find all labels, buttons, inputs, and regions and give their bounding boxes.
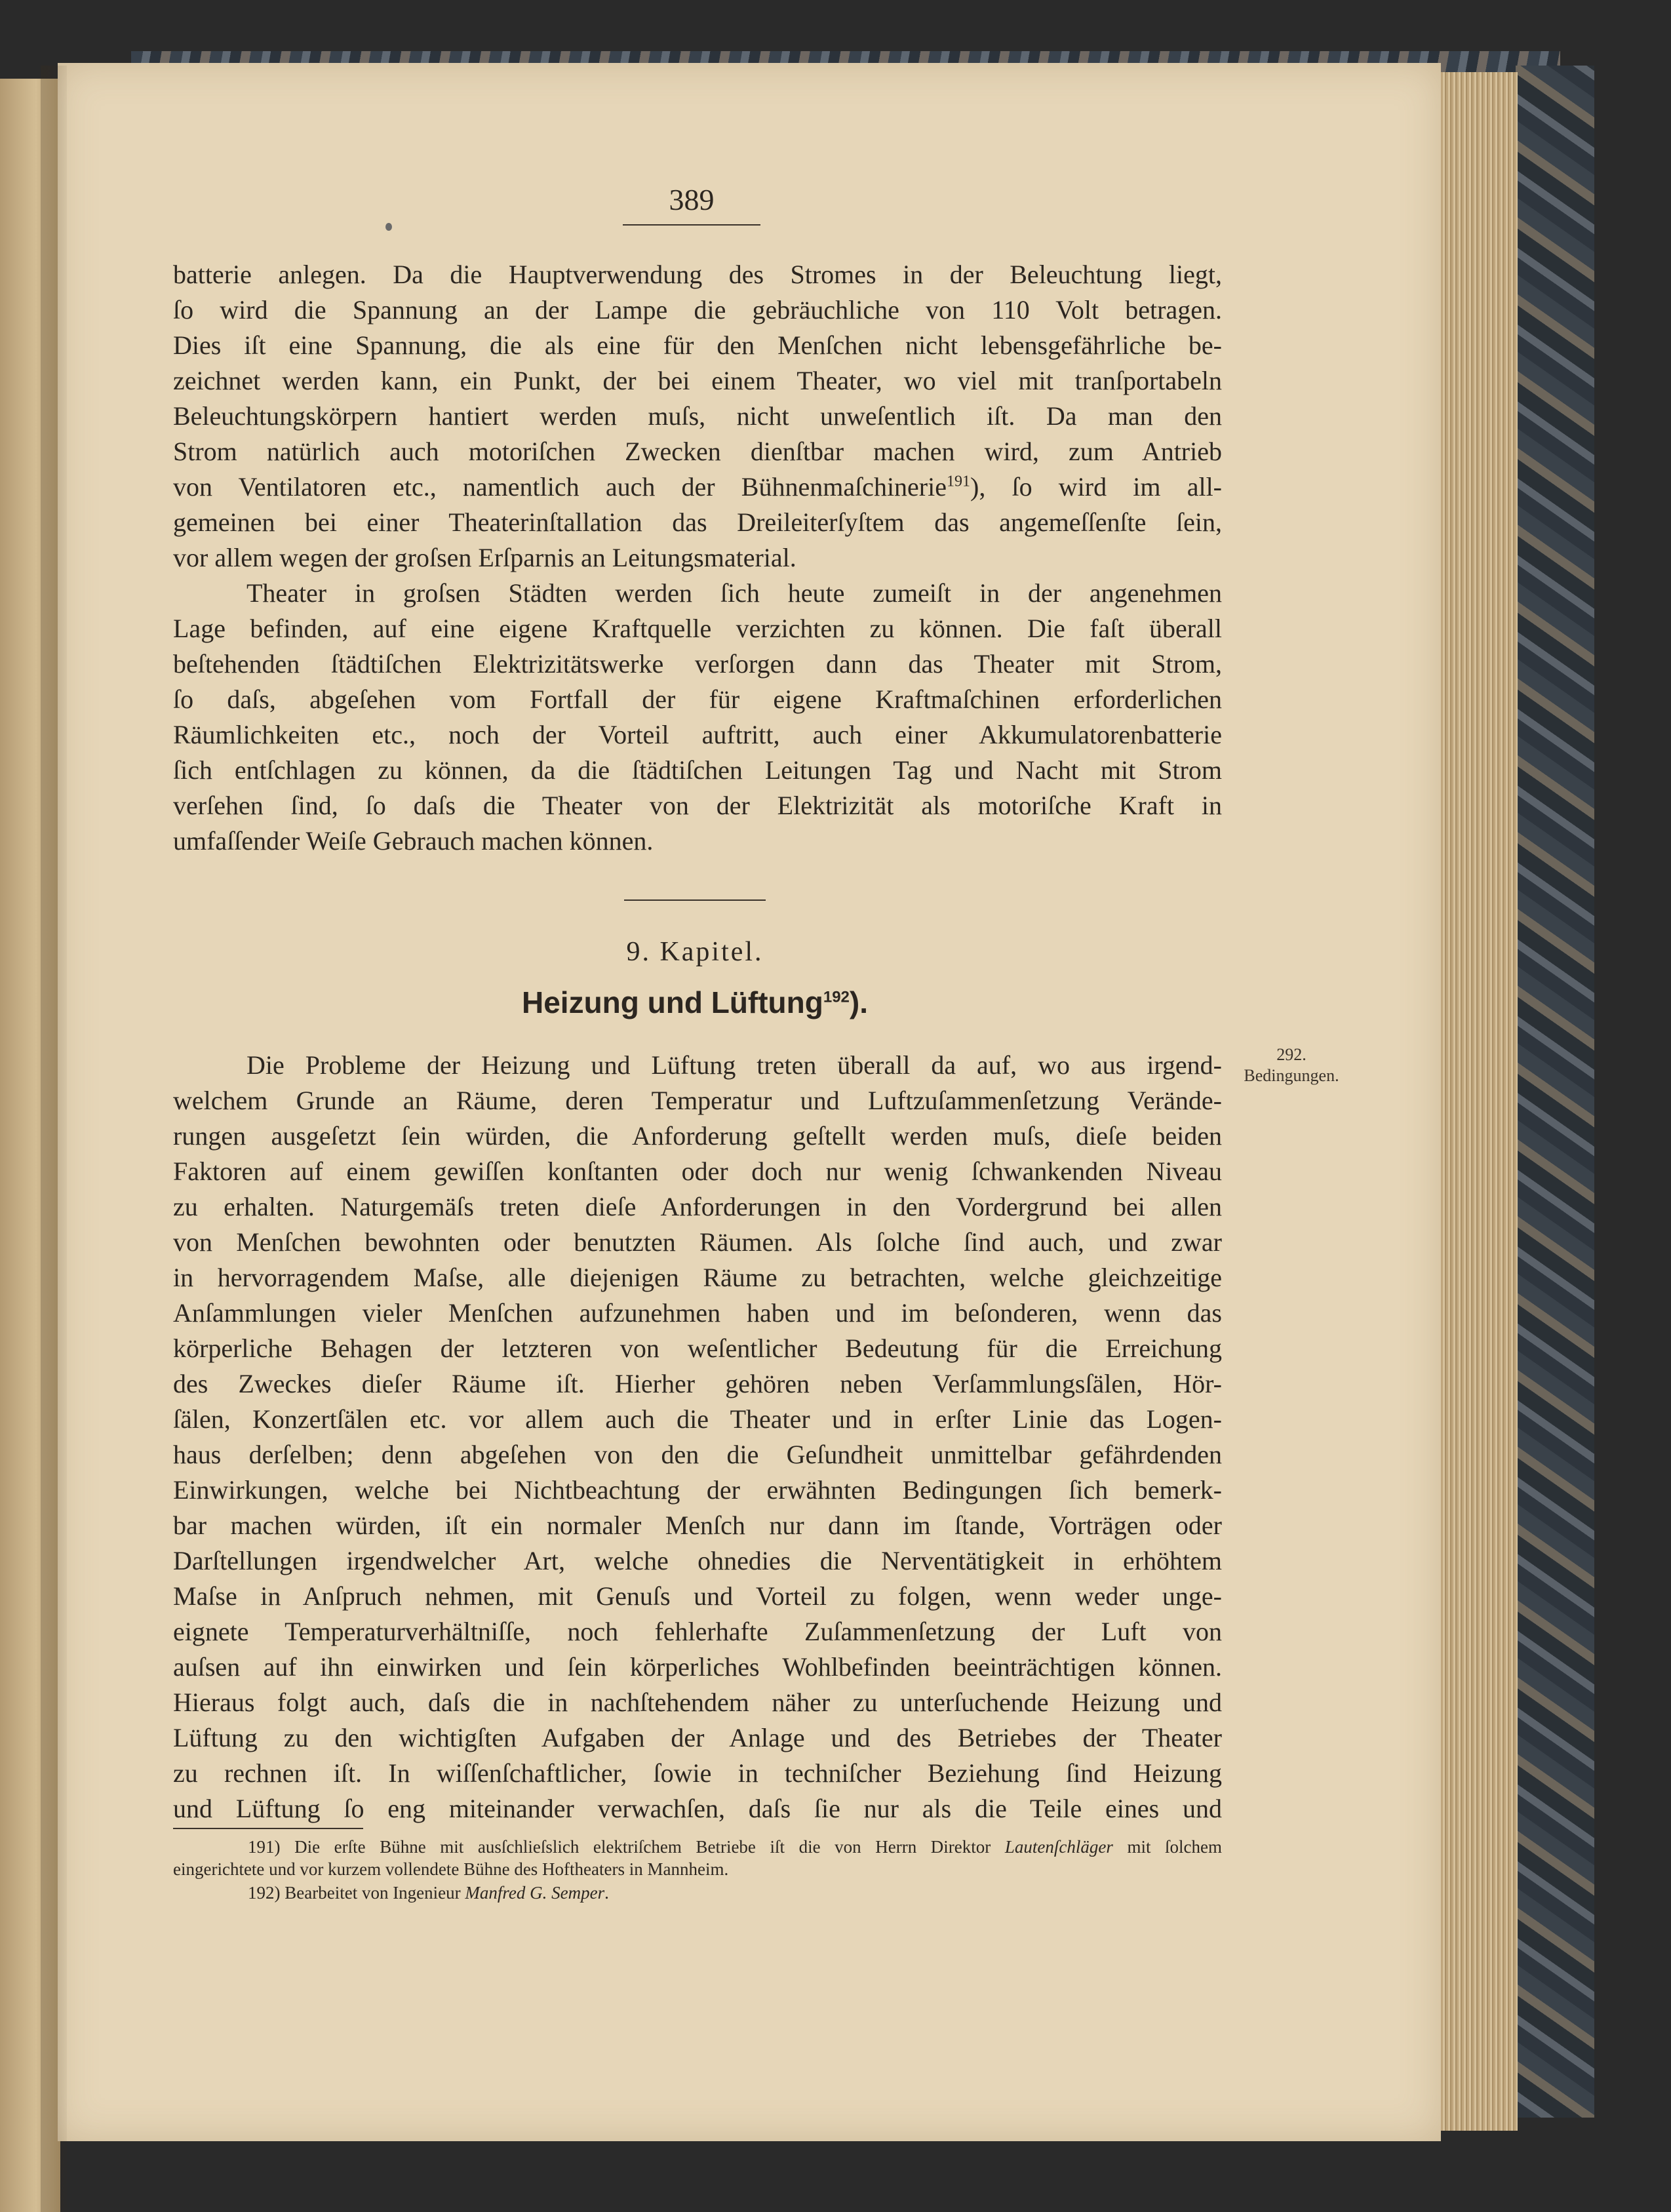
text-line: haus derſelben; denn abgeſehen von den die Geſundheit unmittelbar gefährdenden	[173, 1440, 1222, 1469]
footnote-text: Die erſte Bühne mit ausſchlieſslich elektriſchem Betriebe iſt die von Herrn Direktor	[294, 1837, 991, 1857]
text-line-part: von Ventilatoren etc., namentlich auch der Bühnenmaſchinerie	[173, 472, 947, 502]
text-line: Lage befinden, auf eine eigene Kraftquelle verzichten zu können. Die faſt überall	[173, 614, 1222, 643]
text-line: gemeinen bei einer Theaterinſtallation das Dreileiterſyſtem das angemeſſenſte ſein,	[173, 507, 1222, 537]
footnote-number: 191)	[248, 1837, 281, 1857]
text-line: des Zweckes dieſer Räume iſt. Hierher gehören neben Verſammlungsſälen, Hör-	[173, 1369, 1222, 1398]
text-line: zu rechnen iſt. In wiſſenſchaftlicher, ſowie in techniſcher Beziehung ſind Heizung	[173, 1758, 1222, 1788]
footnote-number: 192)	[248, 1883, 281, 1903]
text-line: eignete Temperaturverhältniſſe, noch fehlerhafte Zuſammenſetzung der Luft von	[173, 1617, 1222, 1646]
margin-note-label: Bedingungen.	[1244, 1066, 1339, 1085]
chapter-title	[367, 985, 1023, 1020]
footnote-192-line	[248, 1882, 1222, 1904]
text-line: Darſtellungen irgendwelcher Art, welche ohnedies die Nerventätigkeit in erhöhtem	[173, 1546, 1222, 1575]
margin-note-number: 292.	[1276, 1045, 1307, 1064]
ink-spot	[385, 223, 392, 231]
text-line: Räumlichkeiten etc., noch der Vorteil auftritt, auch einer Akkumulatorenbatterie	[173, 720, 1222, 749]
chapter-title-tail: ).	[849, 985, 869, 1019]
text-line: in hervorragendem Maſse, alle diejenigen Räume zu betrachten, welche gleichzeitige	[173, 1263, 1222, 1292]
footnote-text: Bearbeitet von Ingenieur	[285, 1883, 461, 1903]
text-line: ſo daſs, abgeſehen vom Fortfall der für eigene Kraftmaſchinen erforderlichen	[173, 684, 1222, 714]
text-line: Strom natürlich auch motoriſchen Zwecken dienſtbar machen wird, zum Antrieb	[173, 437, 1222, 466]
footnote-191-line	[248, 1836, 1222, 1858]
text-line: Beleuchtungskörpern hantiert werden muſs, nicht unweſentlich iſt. Da man den	[173, 401, 1222, 431]
text-line: zeichnet werden kann, ein Punkt, der bei einem Theater, wo viel mit tranſportabeln	[173, 366, 1222, 395]
text-line: Lüftung zu den wichtigſten Aufgaben der Anlage und des Betriebes der Theater	[173, 1723, 1222, 1752]
footnote-name: Lautenſchläger	[1004, 1837, 1113, 1857]
text-line: und Lüftung ſo eng miteinander verwachſen, daſs ſie nur als die Teile eines und	[173, 1794, 1222, 1823]
text-line: zu erhalten. Naturgemäſs treten dieſe Anforderungen in den Vordergrund bei allen	[173, 1192, 1222, 1221]
text-line: Dies iſt eine Spannung, die als eine für den Menſchen nicht lebensgefährliche be-	[173, 330, 1222, 360]
text-line: Die Probleme der Heizung und Lüftung treten überall da auf, wo aus irgend-	[246, 1050, 1222, 1080]
text-line: umfaſſender Weiſe Gebrauch machen können.	[173, 826, 654, 856]
text-line: ſich entſchlagen zu können, da die ſtädtiſchen Leitungen Tag und Nacht mit Strom	[173, 755, 1222, 785]
text-line: beſtehenden ſtädtiſchen Elektrizitätswerke verſorgen dann das Theater mit Strom,	[173, 649, 1222, 679]
text-line: Maſse in Anſpruch nehmen, mit Genuſs und Vorteil zu folgen, wenn weder unge-	[173, 1581, 1222, 1611]
text-line: auſsen auf ihn einwirken und ſein körperliches Wohlbefinden beeinträchtigen können.	[173, 1652, 1222, 1682]
text-line: Anſammlungen vieler Menſchen aufzunehmen haben und im beſonderen, wenn das	[173, 1298, 1222, 1328]
chapter-title-text: Heizung und Lüftung	[521, 985, 823, 1019]
text-line: von Menſchen bewohnten oder benutzten Räumen. Als ſolche ſind auch, und zwar	[173, 1227, 1222, 1257]
text-line: batterie anlegen. Da die Hauptverwendung des Stromes in der Beleuchtung liegt,	[173, 260, 1222, 289]
page-number-rule	[623, 224, 760, 226]
chapter-label: 9. Kapitel.	[626, 937, 764, 967]
section-divider	[624, 899, 766, 901]
text-line: rungen ausgeſetzt ſein würden, die Anforderung geſtellt werden muſs, dieſe beiden	[173, 1121, 1222, 1151]
text-line: Einwirkungen, welche bei Nichtbeachtung der erwähnten Bedingungen ſich bemerk-	[173, 1475, 1222, 1505]
footnote-text: .	[604, 1883, 609, 1903]
text-line: vor allem wegen der groſsen Erſparnis an Leitungsmaterial.	[173, 543, 796, 572]
text-line: welchem Grunde an Räume, deren Temperatur und Luftzuſammenſetzung Verände-	[173, 1086, 1222, 1115]
text-line: Theater in groſsen Städten werden ſich heute zumeiſt in der angenehmen	[246, 578, 1222, 608]
text-line-with-ref-191	[173, 469, 1222, 505]
page-fore-edge	[1436, 72, 1518, 2131]
text-line-part: ), ſo wird im all-	[970, 472, 1223, 502]
text-line: Faktoren auf einem gewiſſen konſtanten oder doch nur wenig ſchwankenden Niveau	[173, 1156, 1222, 1186]
footnote-name: Manfred G. Semper	[465, 1883, 605, 1903]
text-line: ſälen, Konzertſälen etc. vor allem auch die Theater und in erſter Linie das Logen-	[173, 1404, 1222, 1434]
text-line: Hieraus folgt auch, daſs die in nachſtehendem näher zu unterſuchende Heizung und	[173, 1688, 1222, 1717]
page-number: 389	[669, 183, 715, 216]
text-line: verſehen ſind, ſo daſs die Theater von der Elektrizität als motoriſche Kraft in	[173, 791, 1222, 820]
footnote-ref-192: 192	[823, 988, 850, 1006]
footnote-rule	[173, 1828, 363, 1829]
footnote-text: mit ſolchem	[1127, 1837, 1223, 1857]
text-line: bar machen würden, iſt ein normaler Menſch nur dann im ſtande, Vorträgen oder	[173, 1511, 1222, 1540]
footnote-191-line-2: eingerichtete und vor kurzem vollendete Bühne des Hoftheaters in Mannheim.	[173, 1859, 729, 1879]
book-cover-right	[1516, 66, 1594, 2118]
footnote-ref-191: 191	[947, 473, 970, 490]
gutter-shadow	[41, 66, 67, 2212]
text-line: körperliche Behagen der letzteren von weſentlicher Bedeutung für die Erreichung	[173, 1333, 1222, 1363]
text-line: ſo wird die Spannung an der Lampe die gebräuchliche von 110 Volt betragen.	[173, 295, 1222, 325]
